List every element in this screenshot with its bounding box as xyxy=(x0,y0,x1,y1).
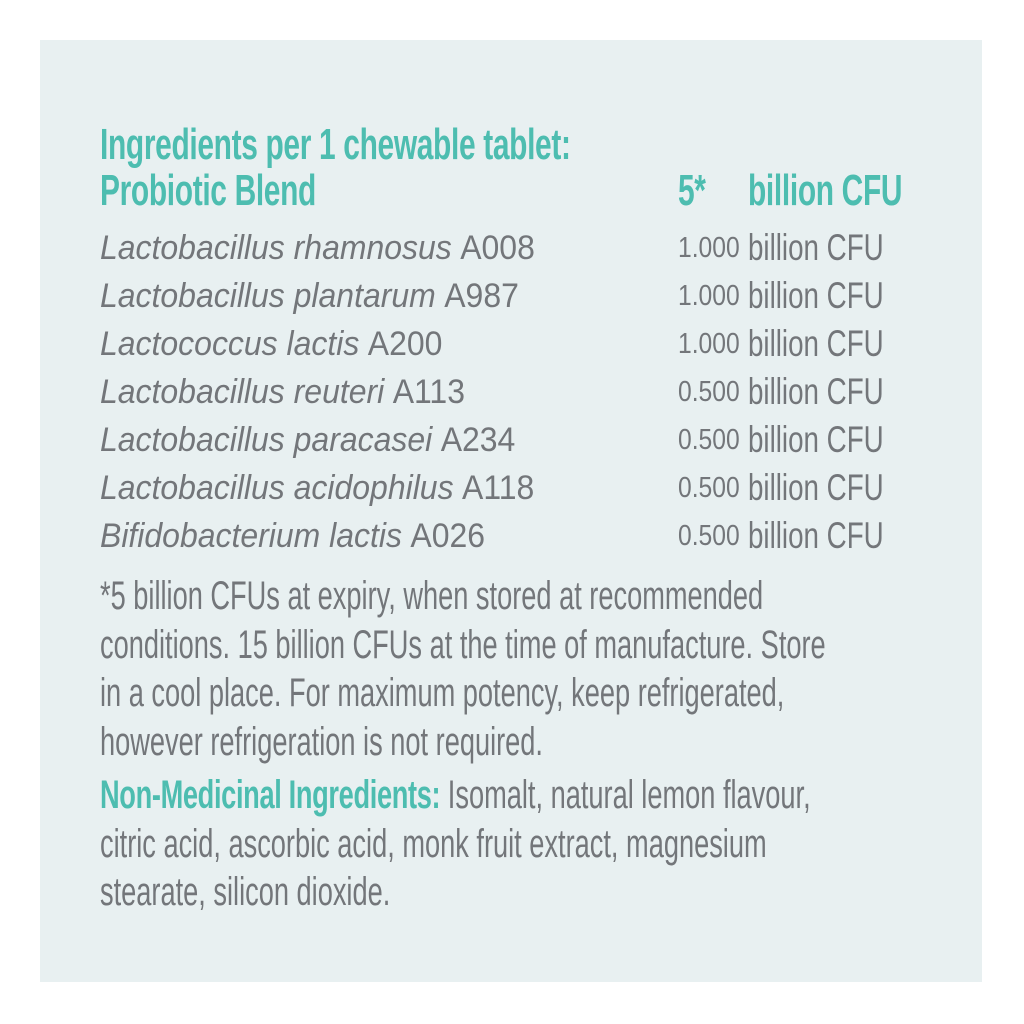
blend-unit: billion CFU xyxy=(748,166,903,215)
blend-amount: 5* xyxy=(678,166,706,215)
ingredient-name xyxy=(100,229,563,267)
strain-code: A987 xyxy=(444,277,519,315)
strain-code: A234 xyxy=(440,421,516,459)
table-row xyxy=(100,368,950,416)
non-medicinal-line xyxy=(100,771,950,820)
amount-unit: billion CFU xyxy=(748,371,884,412)
table-row xyxy=(100,464,950,512)
amount-value: 0.500 xyxy=(678,376,740,408)
species-name: Lactobacillus acidophilus xyxy=(100,469,454,507)
species-name: Lactococcus lactis xyxy=(100,325,360,363)
strain-code: A008 xyxy=(460,229,535,267)
amount-unit: billion CFU xyxy=(748,419,884,460)
footnote-line: however refrigeration is not required. xyxy=(100,719,543,764)
footnote-line: in a cool place. For maximum potency, keep refrigerated, xyxy=(100,671,785,715)
ingredients-heading-text: Ingredients per 1 chewable tablet: xyxy=(100,120,571,169)
species-name: Lactobacillus rhamnosus xyxy=(100,229,452,267)
amount-unit: billion CFU xyxy=(748,275,884,316)
table-row xyxy=(100,320,950,368)
table-row xyxy=(100,272,950,320)
non-medicinal-line: citric acid, ascorbic acid, monk fruit extract, magnesium xyxy=(100,821,767,866)
table-row xyxy=(100,224,950,272)
species-name: Lactobacillus paracasei xyxy=(100,421,433,459)
amount-value: 1.000 xyxy=(678,232,740,264)
storage-footnote xyxy=(100,572,950,766)
label-panel xyxy=(40,40,982,982)
probiotic-blend-header-row xyxy=(100,168,950,214)
ingredient-name xyxy=(100,325,464,363)
non-medicinal-text: Isomalt, natural lemon flavour, xyxy=(440,773,811,817)
blend-unit-column xyxy=(748,168,975,214)
amount-value: 1.000 xyxy=(678,280,740,312)
ingredients-heading xyxy=(100,122,950,168)
table-row xyxy=(100,416,950,464)
table-row xyxy=(100,512,950,560)
footnote-line: conditions. 15 billion CFUs at the time of manufacture. Store xyxy=(100,622,826,667)
blend-name: Probiotic Blend xyxy=(100,166,316,215)
blend-amount-column xyxy=(678,168,719,214)
amount-unit: billion CFU xyxy=(748,515,884,556)
amount-unit: billion CFU xyxy=(748,227,884,268)
footnote-line: *5 billion CFUs at expiry, when stored at recommended xyxy=(100,574,764,618)
ingredient-name xyxy=(100,421,542,459)
species-name: Lactobacillus reuteri xyxy=(100,373,385,411)
strain-code: A026 xyxy=(410,517,486,555)
strain-code: A118 xyxy=(462,469,535,507)
species-name: Bifidobacterium lactis xyxy=(100,517,402,555)
amount-value: 0.500 xyxy=(678,424,740,456)
ingredient-name xyxy=(100,277,546,315)
amount-unit: billion CFU xyxy=(748,467,884,508)
non-medicinal-line: stearate, silicon dioxide. xyxy=(100,870,391,914)
label-content xyxy=(100,40,950,917)
amount-value: 0.500 xyxy=(678,520,740,552)
amount-value: 0.500 xyxy=(678,472,740,504)
strain-code: A113 xyxy=(392,373,465,411)
amount-unit: billion CFU xyxy=(748,323,884,364)
non-medicinal-label: Non-Medicinal Ingredients: xyxy=(100,773,441,817)
ingredient-name xyxy=(100,373,488,411)
ingredient-name xyxy=(100,469,562,507)
non-medicinal-section xyxy=(100,771,950,917)
amount-value: 1.000 xyxy=(678,328,740,360)
strain-code: A200 xyxy=(367,325,443,363)
species-name: Lactobacillus plantarum xyxy=(100,277,436,315)
ingredient-name xyxy=(100,517,510,555)
ingredient-table xyxy=(100,224,950,560)
